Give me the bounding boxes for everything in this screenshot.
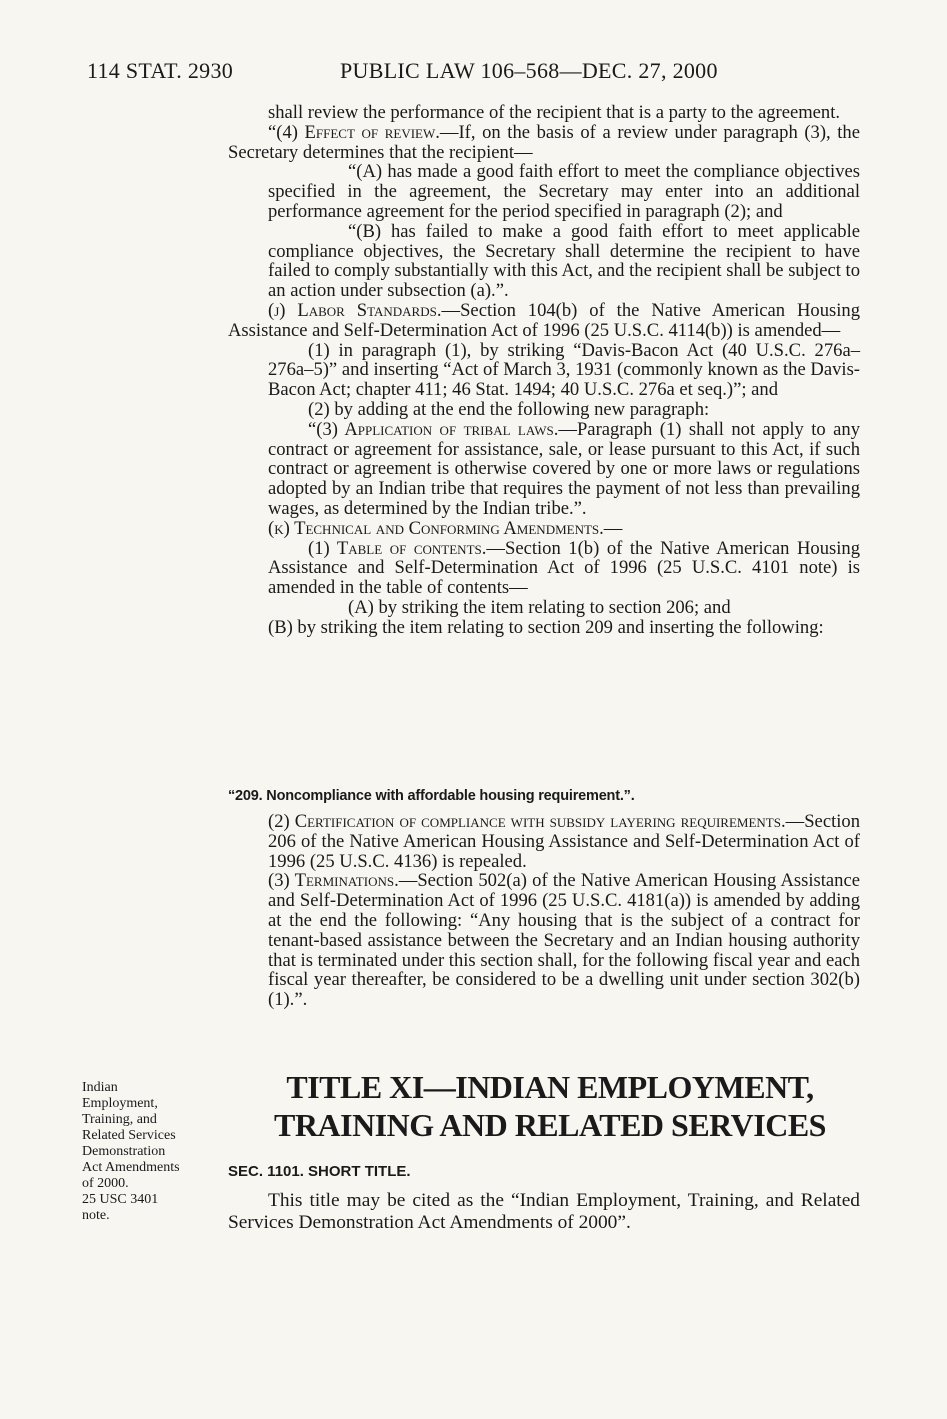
- margin-note-line: 25 USC 3401: [82, 1192, 159, 1207]
- para-text: —Section 206 of the Native American Housing Assistance and Self-Determination Act of 1996 (25 U.S.C. 4136) is repealed.: [268, 811, 860, 872]
- para-effect-of-review: [228, 123, 860, 163]
- para-text: —: [603, 517, 623, 539]
- para-heading: “(3) Application of tribal laws.: [308, 418, 559, 440]
- para-tribal-laws: [228, 420, 860, 519]
- para-heading: (3) Terminations.: [268, 870, 399, 892]
- main-text-block: [228, 103, 860, 638]
- para-toc-a: (A) by striking the item relating to section 206; and: [348, 596, 731, 618]
- title-line-2: TRAINING AND RELATED SERVICES: [274, 1107, 826, 1143]
- para-text: —Section 502(a) of the Native American Housing Assistance and Self-Determination Act of 1996 (25 U.S.C. 4181(a)) is amended by adding at the end the following: “Any housing that is the subject of a contract for tenant-based assistance between the Secretary and an Indian housing authority that is terminated under this section shall, for the following fiscal year and each fiscal year thereafter, be considered to be a dwelling unit under section 302(b)(1).”.: [268, 870, 860, 1011]
- para-heading: (2) Certification of compliance with subsidy layering requirements.: [268, 811, 786, 832]
- margin-note: [82, 1080, 222, 1224]
- toc-inserted-item: “209. Noncompliance with affordable housing requirement.”.: [228, 788, 635, 804]
- margin-note-line: Employment,: [82, 1096, 158, 1111]
- margin-note-line: Demonstration: [82, 1144, 166, 1159]
- para-terminations: [228, 871, 860, 1010]
- page-stat-number: 114 STAT. 2930: [87, 58, 234, 83]
- main-text-block-2: [228, 812, 860, 1010]
- para-subpara-b: “(B) has failed to make a good faith effort to meet applicable compliance objectives, the Secretary shall determine the recipient to have failed to comply substantially with this Act, and the recipient shall be subject to an action under subsection (a).”.: [268, 220, 860, 302]
- para-text: —Paragraph (1) shall not apply to any contract or agreement for assistance, sale, or lease pursuant to this Act, if such contract or agreement is otherwise covered by one or more laws or regulations adopted by an Indian tribe that requires the payment of not less than prevailing wages, as determined by the Indian tribe.”.: [268, 418, 860, 519]
- para-item-1: (1) in paragraph (1), by striking “Davis-Bacon Act (40 U.S.C. 276a–276a–5)” and inserting “Act of March 3, 1931 (commonly known as the Davis-Bacon Act; chapter 411; 46 Stat. 1494; 40 U.S.C. 276a et seq.)”; and: [268, 339, 860, 401]
- para-heading: (1) Table of contents.: [308, 537, 487, 559]
- margin-note-line: Act Amendments: [82, 1160, 180, 1175]
- margin-note-line: note.: [82, 1208, 110, 1223]
- section-heading: SEC. 1101. SHORT TITLE.: [228, 1163, 411, 1180]
- margin-note-line: of 2000.: [82, 1176, 129, 1191]
- para-text: —If, on the basis of a review under paragraph (3), the Secretary determines that the recipient—: [228, 121, 860, 163]
- para-toc-b: (B) by striking the item relating to section 209 and inserting the following:: [268, 616, 824, 638]
- running-header: PUBLIC LAW 106–568—DEC. 27, 2000: [340, 58, 718, 83]
- para-review-continued: shall review the performance of the recipient that is a party to the agreement.: [268, 102, 841, 123]
- para-technical-amendments: [228, 519, 860, 539]
- margin-note-line: Training, and: [82, 1112, 157, 1127]
- para-labor-standards: [228, 301, 860, 341]
- para-heading: (j) Labor Standards.: [268, 299, 442, 321]
- short-title-paragraph: This title may be cited as the “Indian Employment, Training, and Related Services Demonstration Act Amendments of 2000”.: [228, 1190, 860, 1233]
- para-table-of-contents: [228, 539, 860, 598]
- short-title-text: [228, 1190, 860, 1234]
- para-heading: (k) Technical and Conforming Amendments.: [268, 517, 604, 539]
- margin-note-line: Indian: [82, 1080, 118, 1095]
- para-heading: “(4) Effect of review.: [268, 121, 440, 143]
- para-certification: [228, 812, 860, 871]
- para-text: —Section 104(b) of the Native American Housing Assistance and Self-Determination Act of 1996 (25 U.S.C. 4114(b)) is amended—: [228, 299, 861, 341]
- title-line-1: TITLE XI—INDIAN EMPLOYMENT,: [286, 1069, 814, 1105]
- para-subpara-a: “(A) has made a good faith effort to meet the compliance objectives specified in the agreement, the Secretary may enter into an additional performance agreement for the period specified in paragraph (2); and: [268, 161, 860, 222]
- title-heading: [250, 1068, 850, 1144]
- para-item-2: (2) by adding at the end the following new paragraph:: [308, 398, 710, 420]
- margin-note-line: Related Services: [82, 1128, 176, 1143]
- para-text: —Section 1(b) of the Native American Housing Assistance and Self-Determination Act of 1996 (25 U.S.C. 4101 note) is amended in the table of contents—: [268, 537, 861, 599]
